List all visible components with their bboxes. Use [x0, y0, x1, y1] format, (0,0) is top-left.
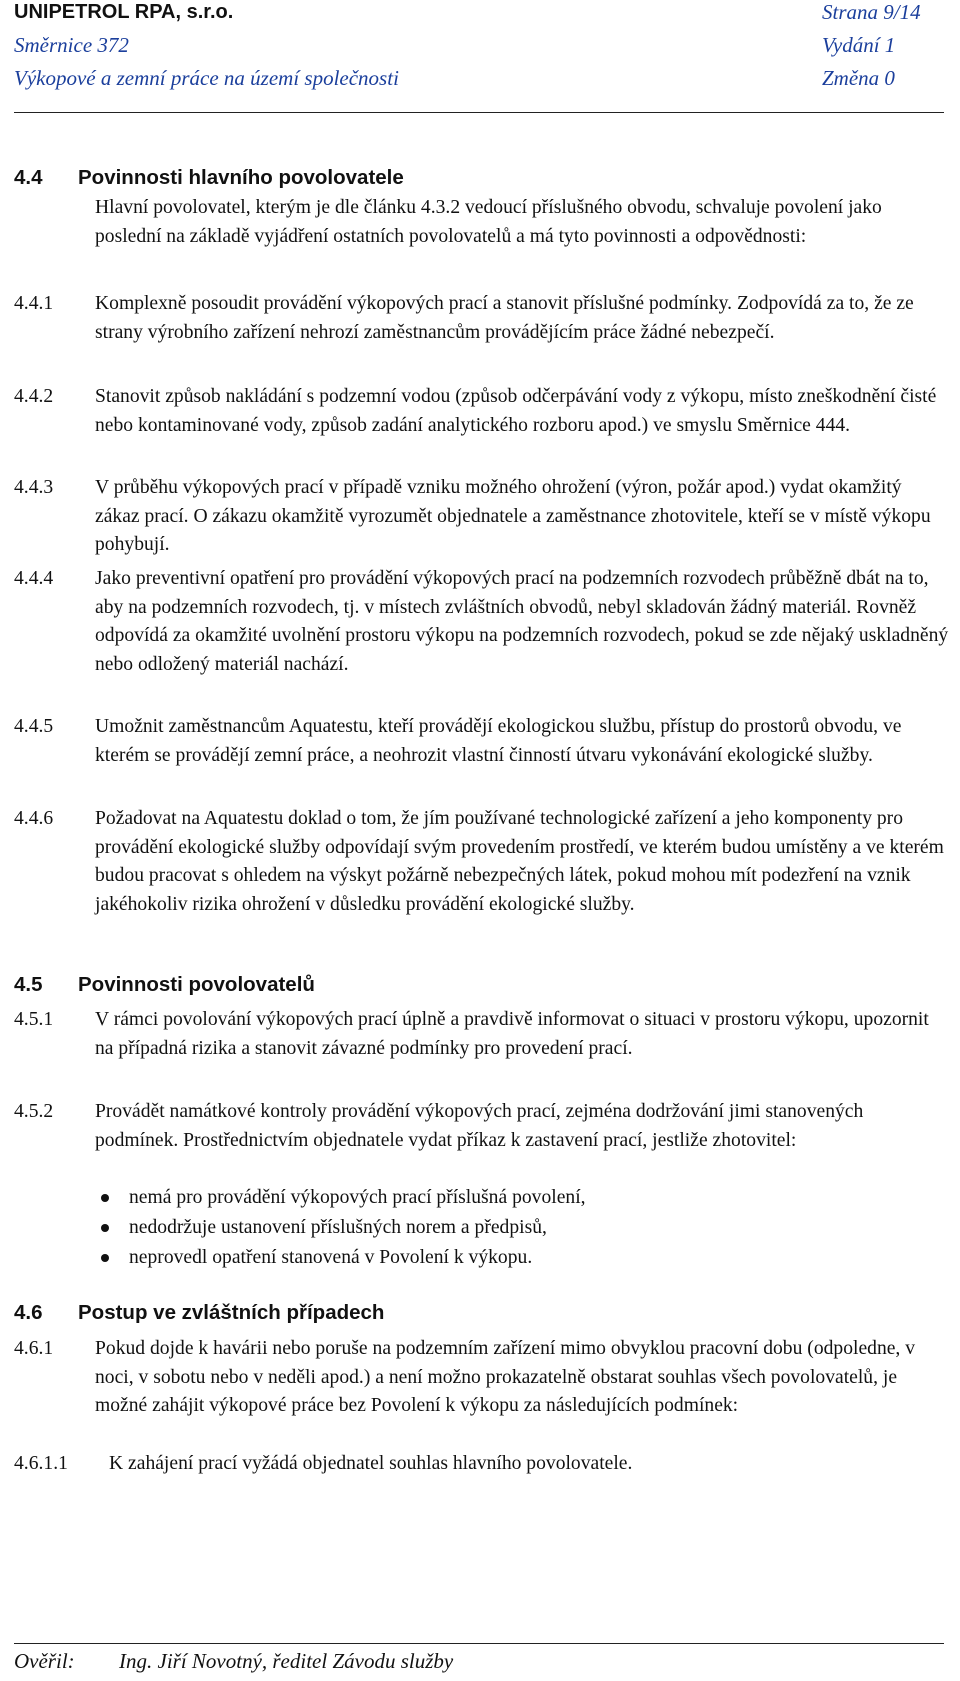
verified-label: Ověřil: — [14, 1649, 75, 1673]
paragraph-number: 4.5.1 — [14, 1009, 54, 1030]
section-title: Postup ve zvláštních případech — [78, 1301, 385, 1324]
verifier-name: Ing. Jiří Novotný, ředitel Závodu služby — [119, 1649, 454, 1673]
section-title: Povinnosti povolovatelů — [78, 973, 315, 996]
paragraph-number: 4.4.5 — [14, 716, 54, 737]
list-item — [99, 1243, 939, 1273]
paragraph-text: Jako preventivní opatření pro provádění výkopových prací na podzemních rozvodech průběžně dbát na to, aby na podzemních rozvodech, tj. v místech zvláštních obvodů, nebyl skladován žádný materiál. Rovněž odpovídá za okamžité uvolnění prostoru výkopu na podzemních rozvodech, pokud se zde nějaký uskladněný nebo odložený materiál nachází. — [95, 568, 949, 675]
list-item — [99, 1183, 939, 1213]
list-item-text: neprovedl opatření stanovená v Povolení k výkopu. — [129, 1247, 533, 1268]
section-number: 4.5 — [14, 973, 43, 996]
section-heading-4-6 — [14, 1299, 384, 1327]
bullet-list — [99, 1183, 939, 1273]
paragraph-number: 4.5.2 — [14, 1101, 54, 1122]
change-number: Změna 0 — [822, 66, 895, 90]
directive-number: Směrnice 372 — [14, 33, 129, 57]
company-name: UNIPETROL RPA, s.r.o. — [14, 1, 234, 23]
edition: Vydání 1 — [822, 33, 896, 57]
section-number: 4.4 — [14, 166, 43, 189]
header-divider — [14, 112, 944, 113]
section-number: 4.6 — [14, 1301, 43, 1324]
document-subject: Výkopové a zemní práce na území společnosti — [14, 66, 399, 90]
paragraph-number: 4.6.1 — [14, 1338, 54, 1359]
list-item-text: nemá pro provádění výkopových prací příslušná povolení, — [129, 1187, 586, 1208]
paragraph-number: 4.4.3 — [14, 477, 54, 498]
paragraph-number: 4.4.6 — [14, 808, 54, 829]
paragraph-text: Komplexně posoudit provádění výkopových prací a stanovit příslušné podmínky. Zodpovídá za to, že ze strany výrobního zařízení nehrozí zaměstnancům provádějícím práce žádné nebezpečí. — [95, 293, 914, 343]
paragraph-number: 4.6.1.1 — [14, 1453, 68, 1474]
paragraph-text: Pokud dojde k havárii nebo poruše na podzemním zařízení mimo obvyklou pracovní dobu (odpoledne, v noci, v sobotu nebo v neděli apod.) a není možno prokazatelně obstarat souhlas všech povolovatelů, je možné zahájit výkopové práce bez Povolení k výkopu za následujících podmínek: — [95, 1338, 916, 1417]
bullet-icon — [101, 1224, 109, 1232]
section-intro: Hlavní povolovatel, kterým je dle článku 4.3.2 vedoucí příslušného obvodu, schvaluje povolení jako poslední na základě vyjádření ostatních povolovatelů a má tyto povinnosti a odpovědnosti: — [95, 197, 882, 247]
page-number: Strana 9/14 — [822, 0, 921, 24]
paragraph-text: Provádět namátkové kontroly provádění výkopových prací, zejména dodržování jimi stanovených podmínek. Prostřednictvím objednatele vydat příkaz k zastavení prací, jestliže zhotovitel: — [95, 1101, 864, 1151]
paragraph-number: 4.4.4 — [14, 568, 54, 589]
paragraph-number: 4.4.1 — [14, 293, 54, 314]
list-item-text: nedodržuje ustanovení příslušných norem a předpisů, — [129, 1217, 547, 1238]
section-heading-4-5 — [14, 971, 315, 999]
paragraph-text: Umožnit zaměstnancům Aquatestu, kteří provádějí ekologickou službu, přístup do prostorů obvodu, ve kterém se provádějí zemní práce, a neohrozit vlastní činností útvaru vykonávání ekologické služby. — [95, 716, 902, 766]
bullet-icon — [101, 1194, 109, 1202]
paragraph-text: Stanovit způsob nakládání s podzemní vodou (způsob odčerpávání vody z výkopu, místo zneškodnění čisté nebo kontaminované vody, způsob zadání analytického rozboru apod.) ve smyslu Směrnice 444. — [95, 386, 937, 436]
page-header — [14, 0, 944, 115]
bullet-icon — [101, 1254, 109, 1262]
section-title: Povinnosti hlavního povolovatele — [78, 166, 404, 189]
paragraph-text: Požadovat na Aquatestu doklad o tom, že jím používané technologické zařízení a jeho komponenty pro provádění ekologické služby odpovídají svým provedením prostředí, ve kterém budou umístěny a ve kterém budou pracovat s ohledem na výskyt požárně nebezpečných látek, pokud mohou mít podezření na vznik jakéhokoliv rizika ohrožení v důsledku provádění ekologické služby. — [95, 808, 944, 915]
page-footer — [14, 1646, 453, 1676]
section-heading-4-4 — [14, 164, 404, 192]
paragraph-text: K zahájení prací vyžádá objednatel souhlas hlavního povolovatele. — [109, 1453, 633, 1474]
paragraph-text: V průběhu výkopových prací v případě vzniku možného ohrožení (výron, požár apod.) vydat okamžitý zákaz prací. O zákazu okamžitě vyrozumět objednatele a zaměstnance zhotovitele, kteří se v místě výkopu pohybují. — [95, 477, 931, 556]
footer-divider — [14, 1643, 944, 1644]
list-item — [99, 1213, 939, 1243]
paragraph-number: 4.4.2 — [14, 386, 54, 407]
paragraph-text: V rámci povolování výkopových prací úplně a pravdivě informovat o situaci v prostoru výkopu, upozornit na případná rizika a stanovit závazné podmínky pro provedení prací. — [95, 1009, 929, 1059]
